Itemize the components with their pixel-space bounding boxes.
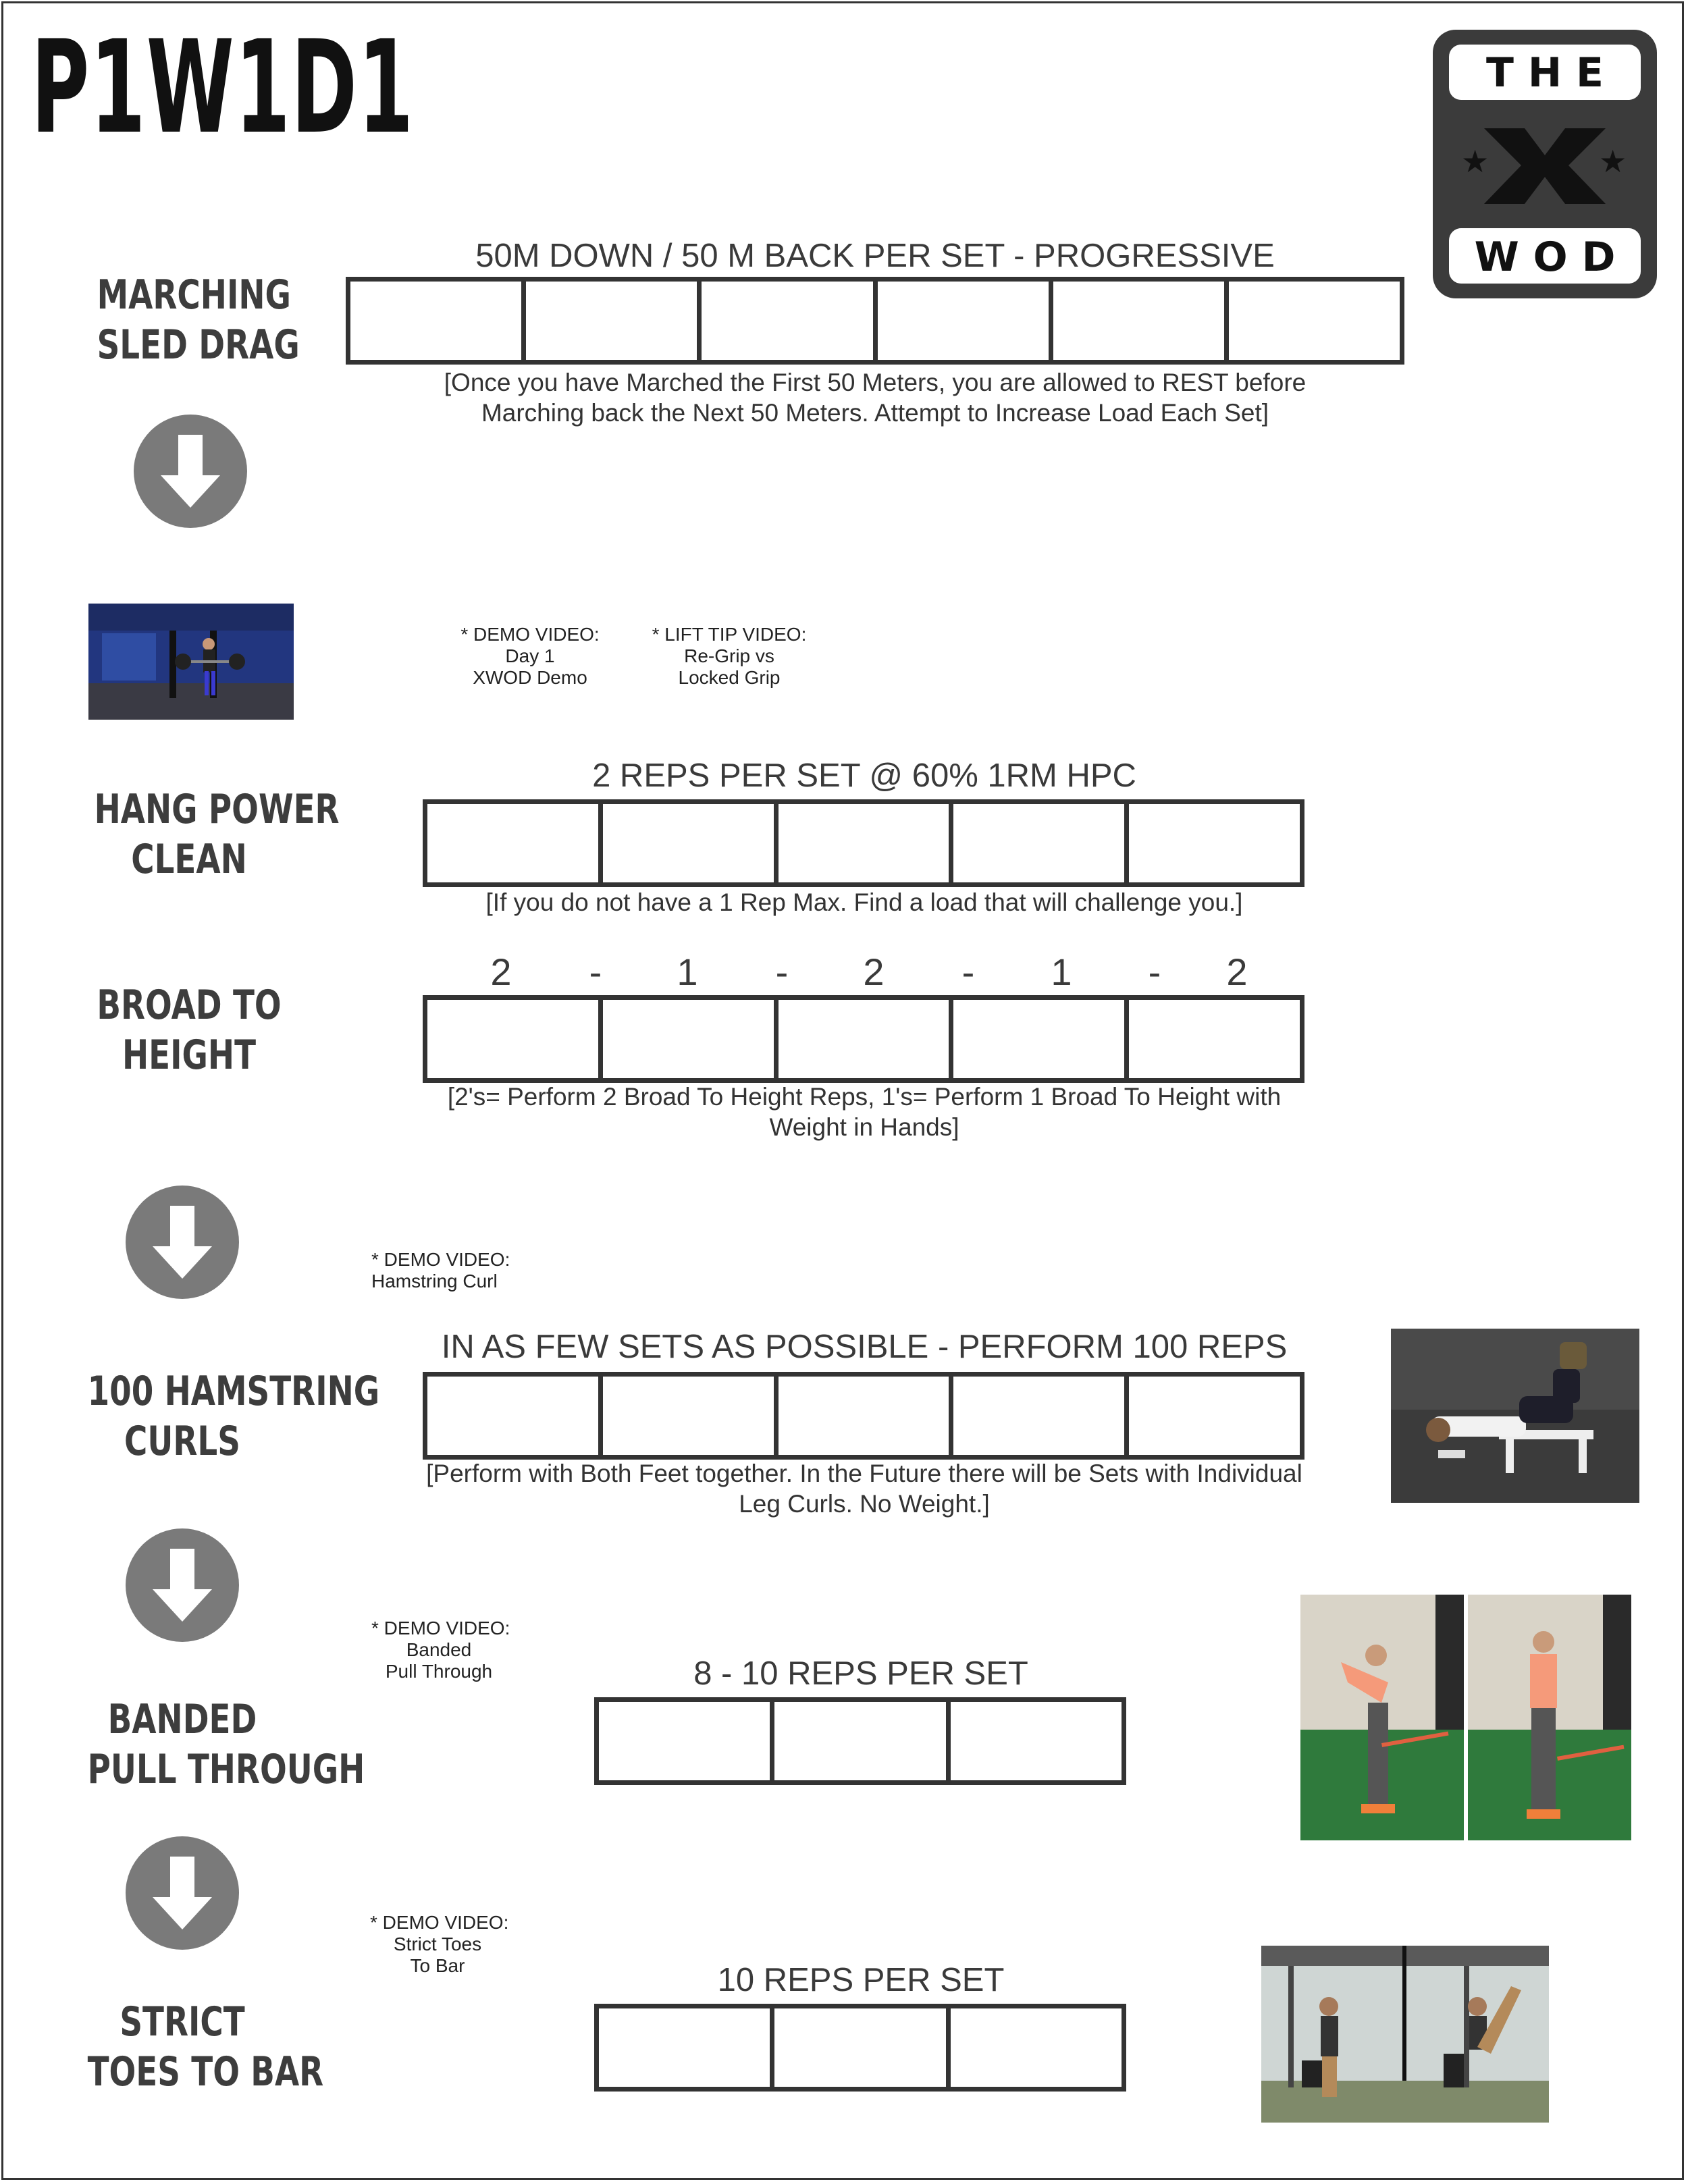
hamstring-video-link[interactable] [371, 1249, 510, 1292]
rep-separator: - [589, 951, 602, 993]
clean-set-boxes [423, 799, 1304, 887]
exercise-hang-power-clean [94, 784, 340, 884]
video-label-line: Day 1 [505, 645, 555, 666]
rep-separator: - [961, 951, 975, 993]
lift-tip-video-link[interactable] [648, 624, 810, 689]
set-box[interactable] [702, 282, 877, 360]
set-box[interactable] [1129, 1377, 1300, 1455]
exercise-broad-to-height [95, 980, 284, 1080]
set-box[interactable] [779, 804, 954, 882]
exercise-name-line: TOES TO BAR [87, 2048, 324, 2096]
exercise-name-line: CLEAN [131, 836, 247, 883]
set-box[interactable] [951, 1702, 1122, 1780]
video-label-line: Locked Grip [678, 667, 781, 688]
exercise-marching-sled-drag [97, 270, 300, 370]
broad-note [378, 1082, 1350, 1142]
down-arrow-icon [134, 415, 247, 528]
rep-separator: - [775, 951, 789, 993]
exercise-name-line: MARCHING [97, 271, 291, 319]
xwod-logo [1430, 27, 1660, 301]
video-label-line: Pull Through [385, 1661, 493, 1682]
set-box[interactable] [878, 282, 1053, 360]
sled-instruction: 50M DOWN / 50 M BACK PER SET - PROGRESSIVE [475, 238, 1275, 274]
logo-top-text: T H E [1486, 49, 1604, 97]
exercise-strict-toes-to-bar [87, 1997, 324, 2097]
set-box[interactable] [599, 2008, 774, 2087]
exercise-name-line: BROAD TO [97, 982, 282, 1029]
set-box[interactable] [774, 2008, 950, 2087]
exercise-name-line: HEIGHT [122, 1032, 257, 1079]
note-line: [2's= Perform 2 Broad To Height Reps, 1's= Perform 1 Broad To Height with [447, 1083, 1282, 1111]
rep-count: 1 [1051, 951, 1072, 993]
rep-count: 2 [863, 951, 885, 993]
note-line: Leg Curls. No Weight.] [739, 1490, 990, 1518]
video-label-line: Hamstring Curl [371, 1271, 498, 1291]
clean-note [378, 887, 1350, 917]
set-box[interactable] [1129, 1000, 1300, 1078]
hamstring-note [365, 1458, 1364, 1519]
set-box[interactable] [1129, 804, 1300, 882]
rep-count: 1 [677, 951, 698, 993]
rep-count: 2 [490, 951, 512, 993]
rep-count: 2 [1226, 951, 1248, 993]
exercise-name-line: 100 HAMSTRING [87, 1368, 380, 1415]
video-label-line: * DEMO VIDEO: [371, 1618, 510, 1639]
set-box[interactable] [951, 2008, 1122, 2087]
toes-instruction: 10 REPS PER SET [717, 1962, 1005, 1998]
video-label-line: Strict Toes [393, 1934, 482, 1954]
banded-set-boxes [594, 1697, 1126, 1785]
page-title: P1W1D1 [31, 13, 415, 162]
toes-to-bar-photo [1261, 1946, 1549, 2123]
set-box[interactable] [599, 1702, 774, 1780]
rep-separator: - [1148, 951, 1161, 993]
set-box[interactable] [603, 804, 779, 882]
demo-video-link-day1[interactable] [452, 624, 608, 689]
video-label-line: Re-Grip vs [684, 645, 774, 666]
set-box[interactable] [779, 1000, 954, 1078]
video-label-line: Banded [406, 1639, 472, 1660]
hamstring-instruction: IN AS FEW SETS AS POSSIBLE - PERFORM 100 REPS [441, 1329, 1288, 1365]
banded-pull-through-photo [1300, 1595, 1631, 1840]
note-line: [If you do not have a 1 Rep Max. Find a load that will challenge you.] [485, 888, 1243, 916]
toes-video-link[interactable] [370, 1912, 509, 1977]
video-label-line: To Bar [410, 1955, 465, 1976]
set-box[interactable] [774, 1702, 950, 1780]
exercise-name-line: STRICT [120, 1998, 245, 2046]
banded-instruction: 8 - 10 REPS PER SET [693, 1655, 1028, 1692]
note-line: Weight in Hands] [769, 1113, 959, 1141]
video-label-line: * LIFT TIP VIDEO: [652, 624, 807, 645]
set-box[interactable] [526, 282, 702, 360]
video-label-line: * DEMO VIDEO: [371, 1249, 510, 1270]
hamstring-curl-photo [1391, 1329, 1639, 1503]
note-line: Marching back the Next 50 Meters. Attempt to Increase Load Each Set] [481, 399, 1269, 427]
broad-set-boxes [423, 995, 1304, 1083]
set-box[interactable] [427, 804, 603, 882]
demo-video-thumbnail[interactable] [88, 604, 294, 720]
set-box[interactable] [779, 1377, 954, 1455]
set-box[interactable] [603, 1377, 779, 1455]
exercise-name-line: HANG POWER [94, 786, 340, 833]
set-box[interactable] [603, 1000, 779, 1078]
svg-text:★: ★ [1599, 143, 1627, 180]
clean-instruction: 2 REPS PER SET @ 60% 1RM HPC [592, 757, 1136, 794]
exercise-hamstring-curls [87, 1366, 380, 1466]
set-box[interactable] [953, 1377, 1129, 1455]
set-box[interactable] [1229, 282, 1400, 360]
hamstring-set-boxes [423, 1372, 1304, 1460]
note-line: [Once you have Marched the First 50 Meters, you are allowed to REST before [444, 369, 1307, 396]
exercise-name-line: SLED DRAG [97, 321, 300, 369]
note-line: [Perform with Both Feet together. In the Future there will be Sets with Individual [426, 1460, 1302, 1487]
set-box[interactable] [1053, 282, 1229, 360]
set-box[interactable] [427, 1377, 603, 1455]
set-box[interactable] [350, 282, 526, 360]
down-arrow-icon [126, 1528, 239, 1642]
logo-bottom-text: W O D [1474, 234, 1616, 281]
video-label-line: * DEMO VIDEO: [460, 624, 600, 645]
video-label-line: XWOD Demo [473, 667, 587, 688]
banded-video-link[interactable] [371, 1618, 510, 1682]
exercise-name-line: CURLS [124, 1418, 240, 1465]
set-box[interactable] [427, 1000, 603, 1078]
exercise-name-line: PULL THROUGH [87, 1746, 365, 1793]
down-arrow-icon [126, 1836, 239, 1950]
down-arrow-icon [126, 1186, 239, 1299]
sled-set-boxes [346, 277, 1404, 365]
exercise-name-line: BANDED [107, 1696, 257, 1743]
set-box[interactable] [953, 804, 1129, 882]
set-box[interactable] [953, 1000, 1129, 1078]
video-label-line: * DEMO VIDEO: [370, 1912, 509, 1933]
svg-text:★: ★ [1461, 143, 1489, 180]
sled-note [346, 367, 1404, 428]
toes-set-boxes [594, 2004, 1126, 2092]
exercise-banded-pull-through [87, 1695, 365, 1794]
